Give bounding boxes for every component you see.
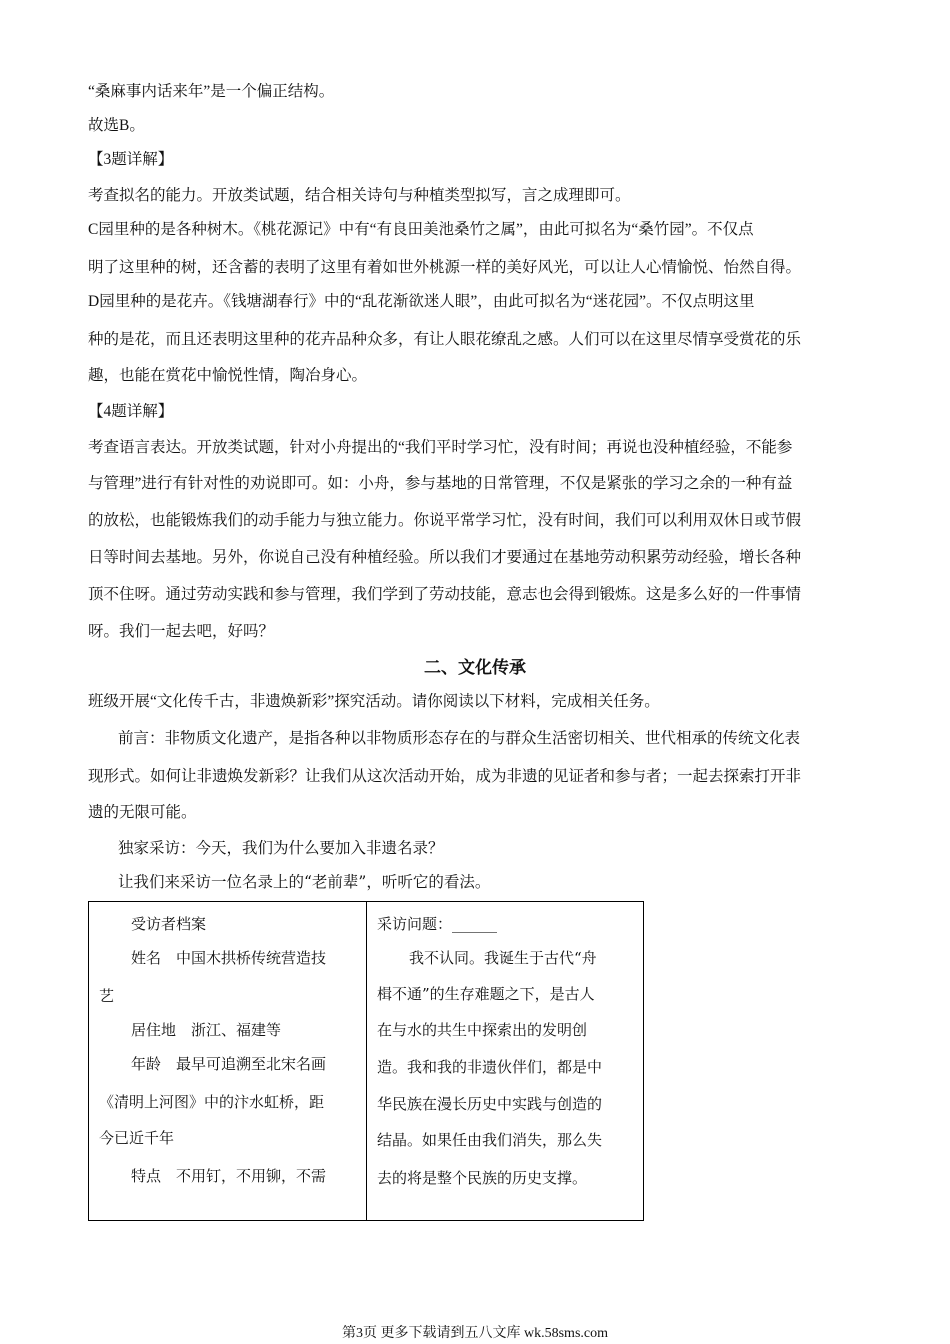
- answer-line: 趣，也能在赏花中愉悦性情，陶冶身心。: [88, 367, 368, 384]
- response-line: 在与水的共生中探索出的发明创: [377, 1021, 588, 1039]
- answer-line: 顶不住呀。通过劳动实践和参与管理，我们学到了劳动技能，意志也会得到锻炼。这是多么好的一件事情: [88, 586, 802, 603]
- answer-line: 故选B。: [88, 117, 145, 134]
- section-title: 二、文化传承: [424, 658, 526, 677]
- response-line: 去的将是整个民族的历史支撑。: [377, 1169, 588, 1187]
- answer-line: “桑麻事内话来年”是一个偏正结构。: [88, 83, 335, 100]
- interview-line: 独家采访：今天，我们为什么要加入非遗名录？: [118, 839, 444, 857]
- answer-line: C园里种的是各种树木。《桃花源记》中有“有良田美池桑竹之属”，由此可拟名为“桑竹园”。不仅点: [88, 221, 754, 238]
- interview-line: 让我们来采访一位名录上的“老前辈”，听听它的看法。: [118, 873, 491, 891]
- preface-line: 遗的无限可能。: [88, 803, 197, 821]
- answer-line: 的放松，也能锻炼我们的动手能力与独立能力。你说平常学习忙，没有时间，我们可以利用双休日或节假: [88, 512, 802, 529]
- answer-line: 呀。我们一起去吧，好吗？: [88, 623, 275, 640]
- preface-line: 前言：非物质文化遗产，是指各种以非物质形态存在的与群众生活密切相关、世代相承的传统文化表: [118, 729, 801, 747]
- response-line: 造。我和我的非遗伙伴们，都是中: [377, 1058, 603, 1076]
- response-line: 楫不通”的生存难题之下，是古人: [377, 985, 595, 1003]
- profile-line: 年龄 最早可追溯至北宋名画: [131, 1055, 327, 1073]
- answer-line: 种的是花，而且还表明这里种的花卉品种众多，有让人眼花缭乱之感。人们可以在这里尽情享受赏花的乐: [88, 331, 802, 348]
- interview-question: 采访问题：______: [377, 915, 498, 933]
- answer-line: 明了这里种的树，还含蓄的表明了这里有着如世外桃源一样的美好风光，可以让人心情愉悦、怡然自得。: [88, 259, 802, 276]
- profile-line: 《清明上河图》中的汴水虹桥，距: [99, 1093, 325, 1111]
- answer-line: 与管理”进行有针对性的劝说即可。如：小舟，参与基地的日常管理，不仅是紧张的学习之余的一种有益: [88, 475, 793, 492]
- intro-text: 班级开展“文化传千古，非遗焕新彩”探究活动。请你阅读以下材料，完成相关任务。: [88, 693, 660, 710]
- answer-line: D园里种的是花卉。《钱塘湖春行》中的“乱花渐欲迷人眼”，由此可拟名为“迷花园”。不仅点明这里: [88, 293, 755, 310]
- table-divider: [366, 902, 367, 1220]
- answer-line: 日等时间去基地。另外，你说自己没有种植经验。所以我们才要通过在基地劳动积累劳动经验，增长各种: [88, 549, 802, 566]
- answer-line: 考查拟名的能力。开放类试题，结合相关诗句与种植类型拟写，言之成理即可。: [88, 187, 631, 204]
- profile-line: 姓名 中国木拱桥传统营造技: [131, 949, 327, 967]
- response-line: 结晶。如果任由我们消失，那么失: [377, 1131, 603, 1149]
- profile-line: 特点 不用钉，不用铆，不需: [131, 1167, 327, 1185]
- profile-title: 受访者档案: [131, 915, 207, 933]
- interview-table: [88, 901, 644, 1221]
- profile-line: 今已近千年: [99, 1129, 175, 1147]
- profile-line: 居住地 浙江、福建等: [131, 1021, 282, 1039]
- response-line: 我不认同。我诞生于古代“舟: [409, 949, 597, 967]
- answer-line: 考查语言表达。开放类试题，针对小舟提出的“我们平时学习忙，没有时间；再说也没种植经验，不能参: [88, 439, 793, 456]
- profile-line: 艺: [99, 987, 115, 1005]
- section-heading-q3: 【3题详解】: [88, 151, 174, 168]
- preface-line: 现形式。如何让非遗焕发新彩？让我们从这次活动开始，成为非遗的见证者和参与者；一起去探索打开非: [88, 767, 802, 785]
- section-heading-q4: 【4题详解】: [88, 403, 174, 420]
- response-line: 华民族在漫长历史中实践与创造的: [377, 1095, 603, 1113]
- page-footer: 第3页 更多下载请到五八文库 wk.58sms.com: [342, 1326, 608, 1341]
